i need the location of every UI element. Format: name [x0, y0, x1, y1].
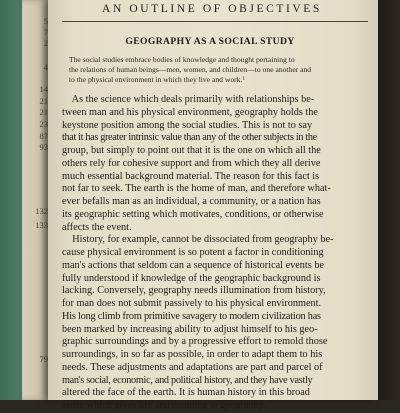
- index-number: 87: [39, 131, 48, 141]
- body-line: surroundings, in so far as possible, in order to adapt them to his: [62, 349, 323, 360]
- index-number: 23: [39, 119, 48, 129]
- index-number: 21: [39, 96, 48, 106]
- body-line: been marked by increasing ability to adjust himself to his geo-: [62, 323, 318, 335]
- epigraph: [69, 55, 358, 85]
- body-line: its geographic setting which motivates, conditions, or otherwise: [62, 208, 324, 220]
- index-number: 2: [43, 38, 48, 48]
- body-line: group, but simply to point out that it is the one on which all the: [62, 145, 321, 156]
- body-line: fully understood if knowledge of the geographic background is: [62, 272, 321, 284]
- body-line: others rely for cohesive support and from which they all derive: [62, 157, 321, 169]
- body-line: that it has greater intrinsic value than any of the other subjects in the: [62, 132, 317, 144]
- body-line: sense which gives life and meaning to geography.: [62, 400, 266, 411]
- body-text: [62, 94, 372, 413]
- index-number: 4: [43, 62, 48, 72]
- body-line: man's social, economic, and political history, and they have vastly: [62, 374, 313, 386]
- section-title: GEOGRAPHY AS A SOCIAL STUDY: [125, 36, 295, 47]
- body-line: History, for example, cannot be dissociated from geography be-: [62, 234, 334, 246]
- footnote-mark: 1: [242, 77, 245, 82]
- epigraph-line: the relations of human beings—men, women, and children—to one another and: [69, 65, 312, 74]
- body-line: His long climb from primitive savagery to modern civilization has: [62, 310, 321, 322]
- underlying-index-page: [22, 0, 48, 400]
- header-rule: [62, 21, 368, 22]
- body-line: ever befalls man as an individual, a community, or a nation has: [62, 196, 321, 207]
- index-number: 79: [39, 354, 48, 364]
- body-line: cause physical environment is so potent a factor in conditioning: [62, 247, 324, 258]
- body-line: man's actions that seldom can a sequence of historical events be: [62, 259, 324, 271]
- body-line: keystone position among the social studies. This is not to say: [62, 119, 313, 131]
- body-line: not far to seek. The earth is the home of man, and therefore what-: [62, 183, 331, 195]
- page-edge-shadow: [378, 0, 400, 400]
- index-number: 14: [39, 84, 48, 94]
- body-line: As the science which deals primarily with relationships be-: [62, 94, 315, 105]
- body-line: needs. These adjustments and adaptations are part and parcel of: [62, 361, 323, 373]
- index-number: 21: [39, 107, 48, 117]
- body-line: tween man and his physical environment, geography holds the: [62, 106, 318, 118]
- index-number: 133: [35, 220, 48, 230]
- body-line: for man does not submit passively to his physical environment.: [62, 298, 322, 309]
- index-number: 5: [43, 16, 48, 26]
- epigraph-line: [69, 75, 358, 85]
- epigraph-line: The social studies embrace bodies of knowledge and thought pertaining to: [69, 55, 295, 64]
- epigraph-line-text: to the physical environment in which they live and work.: [69, 75, 243, 84]
- running-head: AN OUTLINE OF OBJECTIVES: [102, 3, 322, 15]
- index-number: 132: [35, 206, 48, 216]
- index-number: 7: [43, 27, 48, 37]
- body-line: lacking. Conversely, geography needs illumination from history,: [62, 285, 326, 297]
- body-line: much essential background material. The reason for this fact is: [62, 170, 320, 182]
- index-number: 93: [39, 142, 48, 152]
- body-line: affects the event.: [62, 221, 132, 233]
- body-line: graphic surroundings and by a progressive effort to remold those: [62, 336, 328, 348]
- body-line: altered the face of the earth. It is human history in this broad: [62, 387, 310, 399]
